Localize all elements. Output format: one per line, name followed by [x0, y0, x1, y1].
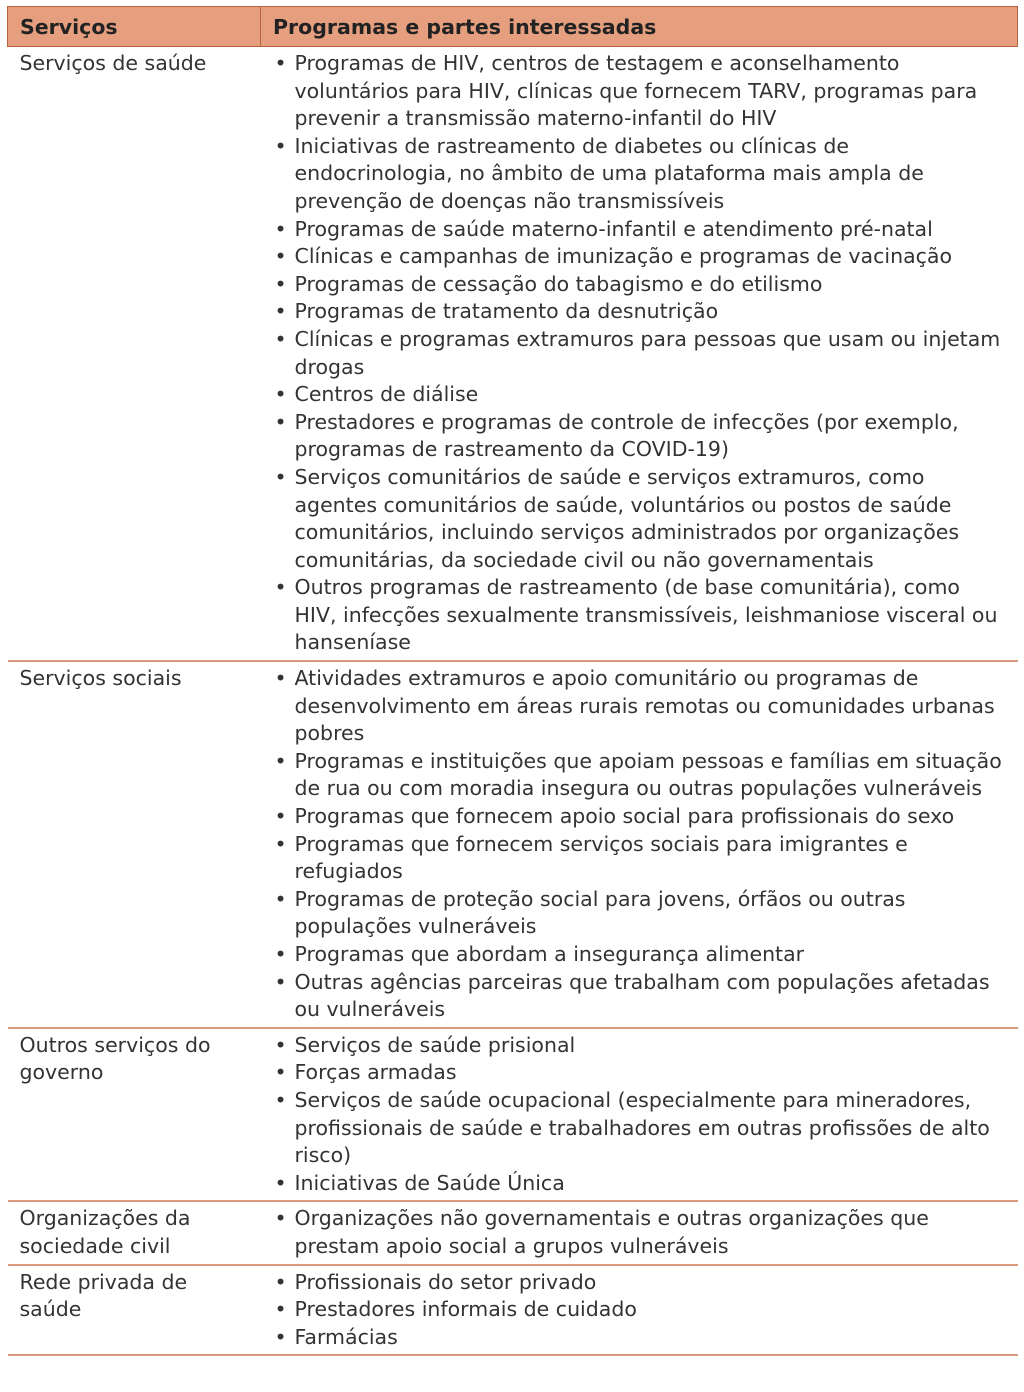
table-body: [8, 47, 1018, 1356]
program-list-cell: [261, 661, 1018, 1028]
program-list: [274, 665, 1004, 1024]
list-item: • Iniciativas de rastreamento de diabetes ou clínicas de endocrinologia, no âmbito de uma plataforma mais ampla de prevenção de doenças não transmissíveis: [274, 133, 1004, 216]
service-name: Serviços sociais: [8, 661, 261, 1028]
list-item: • Serviços comunitários de saúde e serviços extramuros, como agentes comunitários de saúde, voluntários ou postos de saúde comunitários, incluindo serviços administrados por organizações comunitárias, da sociedade civil ou não governamentais: [274, 464, 1004, 574]
list-item: • Programas que abordam a insegurança alimentar: [274, 941, 1004, 969]
list-item: • Prestadores e programas de controle de infecções (por exemplo, programas de rastreamento da COVID-19): [274, 409, 1004, 464]
service-name: Rede privada de saúde: [8, 1265, 261, 1356]
list-item: • Programas de tratamento da desnutrição: [274, 298, 1004, 326]
list-item: • Programas de HIV, centros de testagem e aconselhamento voluntários para HIV, clínicas que fornecem TARV, programas para prevenir a transmissão materno-infantil do HIV: [274, 50, 1004, 133]
table-header: [8, 7, 1018, 47]
table-row: [8, 47, 1018, 662]
list-item: • Programas de proteção social para jovens, órfãos ou outras populações vulneráveis: [274, 886, 1004, 941]
header-services: Serviços: [8, 7, 261, 47]
service-name: Serviços de saúde: [8, 47, 261, 662]
list-item: • Atividades extramuros e apoio comunitário ou programas de desenvolvimento em áreas rurais remotas ou comunidades urbanas pobres: [274, 665, 1004, 748]
program-list: [274, 1269, 1004, 1352]
list-item: • Clínicas e campanhas de imunização e programas de vacinação: [274, 243, 1004, 271]
table-row: [8, 1265, 1018, 1356]
list-item: • Serviços de saúde prisional: [274, 1032, 1004, 1060]
list-item: • Serviços de saúde ocupacional (especialmente para mineradores, profissionais de saúde e trabalhadores em outras profissões de alto risco): [274, 1087, 1004, 1170]
program-list-cell: [261, 47, 1018, 662]
program-list: [274, 1032, 1004, 1198]
services-table: [7, 6, 1018, 1356]
list-item: • Programas que fornecem apoio social para profissionais do sexo: [274, 803, 1004, 831]
service-name: Outros serviços do governo: [8, 1028, 261, 1202]
list-item: • Outros programas de rastreamento (de base comunitária), como HIV, infecções sexualmente transmissíveis, leishmaniose visceral ou hanseníase: [274, 574, 1004, 657]
program-list-cell: [261, 1028, 1018, 1202]
list-item: • Prestadores informais de cuidado: [274, 1296, 1004, 1324]
list-item: • Centros de diálise: [274, 381, 1004, 409]
list-item: • Iniciativas de Saúde Única: [274, 1170, 1004, 1198]
list-item: • Programas de saúde materno-infantil e atendimento pré-natal: [274, 216, 1004, 244]
service-name: Organizações da sociedade civil: [8, 1201, 261, 1264]
list-item: • Farmácias: [274, 1324, 1004, 1352]
list-item: • Clínicas e programas extramuros para pessoas que usam ou injetam drogas: [274, 326, 1004, 381]
list-item: • Profissionais do setor privado: [274, 1269, 1004, 1297]
program-list: [274, 1205, 1004, 1260]
table-row: [8, 1028, 1018, 1202]
header-programs: Programas e partes interessadas: [261, 7, 1018, 47]
list-item: • Programas e instituições que apoiam pessoas e famílias em situação de rua ou com moradia insegura ou outras populações vulneráveis: [274, 748, 1004, 803]
list-item: • Outras agências parceiras que trabalham com populações afetadas ou vulneráveis: [274, 969, 1004, 1024]
program-list-cell: [261, 1265, 1018, 1356]
list-item: • Organizações não governamentais e outras organizações que prestam apoio social a grupos vulneráveis: [274, 1205, 1004, 1260]
list-item: • Programas de cessação do tabagismo e do etilismo: [274, 271, 1004, 299]
list-item: • Forças armadas: [274, 1059, 1004, 1087]
program-list-cell: [261, 1201, 1018, 1264]
list-item: • Programas que fornecem serviços sociais para imigrantes e refugiados: [274, 831, 1004, 886]
program-list: [274, 50, 1004, 657]
table-row: [8, 661, 1018, 1028]
table-row: [8, 1201, 1018, 1264]
